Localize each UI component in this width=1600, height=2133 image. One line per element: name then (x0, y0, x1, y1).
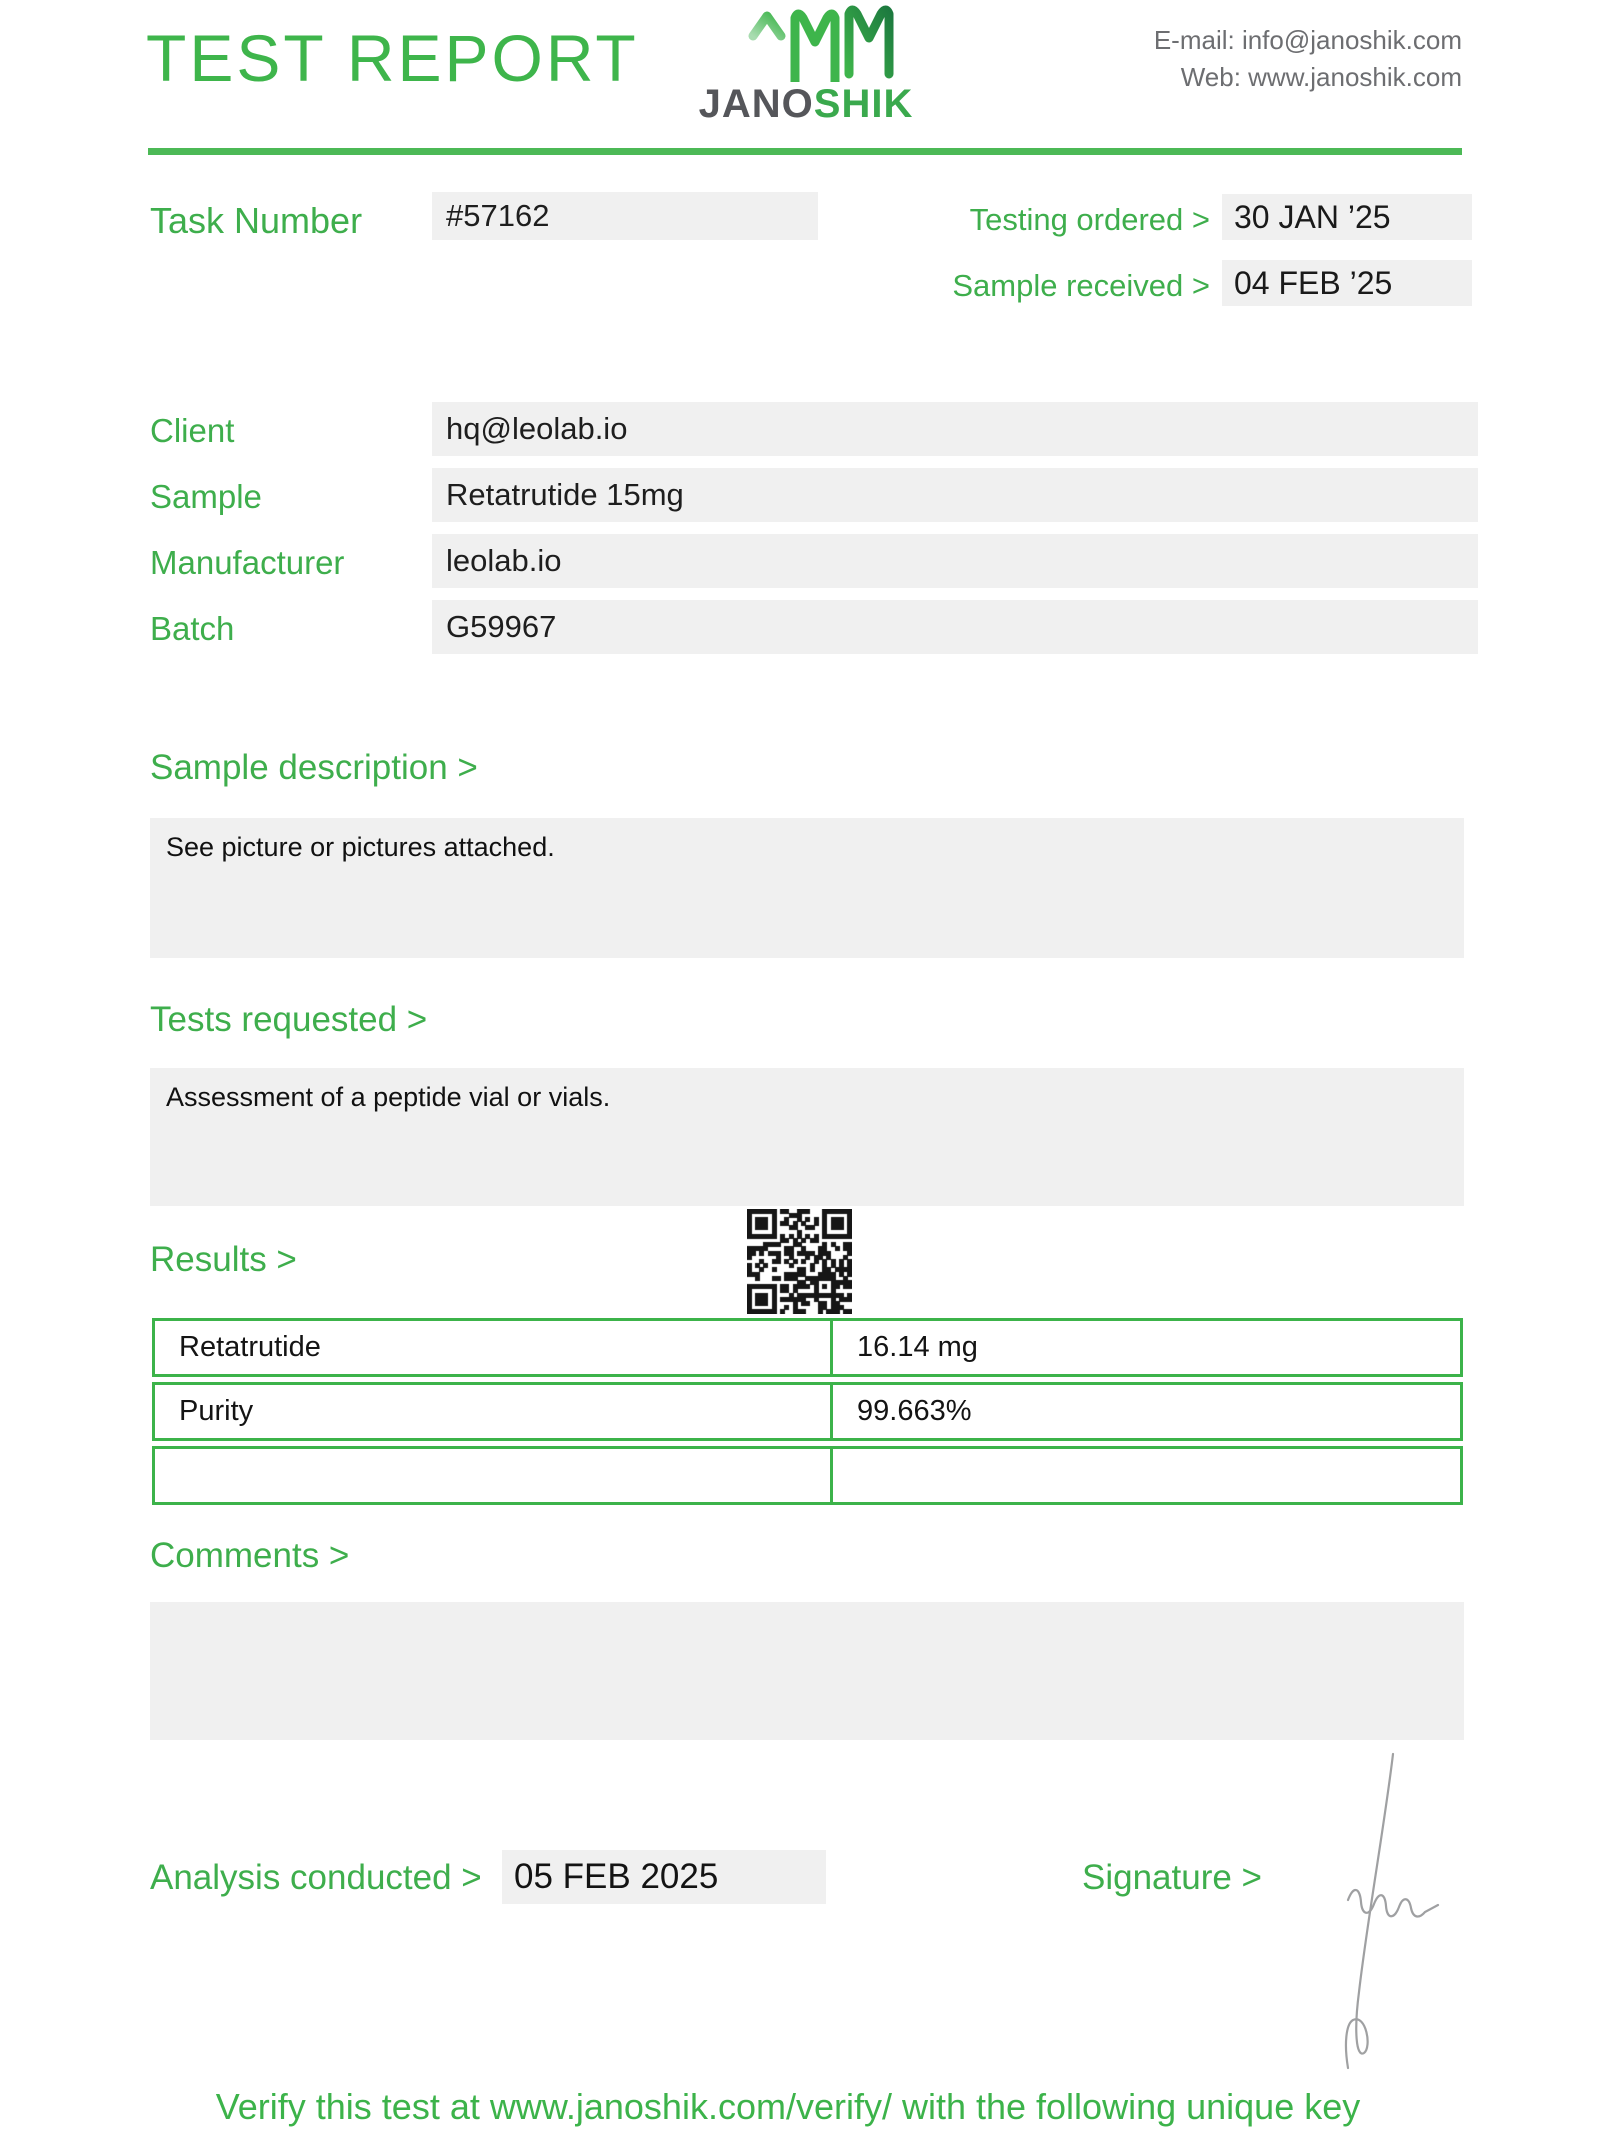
testing-ordered-value (1222, 194, 1472, 240)
result-value-cell (833, 1385, 1460, 1438)
comments-label: Comments > (150, 1536, 350, 1575)
comments-text (150, 1602, 1464, 1616)
contact-block (1154, 22, 1462, 96)
testing-ordered-label: Testing ordered > (969, 202, 1210, 237)
result-value: 99.663% (857, 1395, 972, 1427)
result-value: 16.14 mg (857, 1331, 978, 1363)
table-row (152, 1318, 1463, 1377)
result-name-cell (155, 1385, 833, 1438)
sample-description-label: Sample description > (150, 748, 478, 787)
testing-ordered-date: 30 JAN ’25 (1234, 198, 1391, 235)
task-number-text: #57162 (446, 198, 550, 233)
tests-requested-box (150, 1068, 1464, 1206)
result-name: Purity (179, 1395, 254, 1427)
client-value (432, 402, 1478, 456)
result-value-cell (833, 1321, 1460, 1374)
brand-wordmark (686, 82, 926, 127)
sample-text: Retatrutide 15mg (446, 477, 684, 512)
comments-box (150, 1602, 1464, 1740)
batch-label: Batch (150, 610, 235, 647)
table-row (152, 1446, 1463, 1505)
result-name-cell (155, 1449, 833, 1502)
manufacturer-value (432, 534, 1478, 588)
brand-jano: JANO (698, 82, 814, 126)
signature-label: Signature > (1082, 1858, 1262, 1897)
results-label: Results > (150, 1240, 297, 1279)
tests-requested-label: Tests requested > (150, 1000, 428, 1039)
task-number-label: Task Number (150, 200, 363, 241)
analysis-conducted-label: Analysis conducted > (150, 1858, 482, 1897)
manufacturer-label: Manufacturer (150, 544, 345, 581)
table-row (152, 1382, 1463, 1441)
sample-label: Sample (150, 478, 262, 515)
batch-value (432, 600, 1478, 654)
result-name-cell (155, 1321, 833, 1374)
result-name: Retatrutide (179, 1331, 321, 1363)
contact-email: E-mail: info@janoshik.com (1153, 25, 1462, 55)
sample-received-value (1222, 260, 1472, 306)
page-title: TEST REPORT (146, 21, 639, 95)
results-table (152, 1318, 1463, 1510)
sample-received-label: Sample received > (952, 268, 1210, 303)
contact-web: Web: www.janoshik.com (1180, 62, 1462, 92)
tests-requested-text: Assessment of a peptide vial or vials. (166, 1082, 611, 1112)
sample-value (432, 468, 1478, 522)
header-divider (148, 148, 1462, 155)
client-label: Client (150, 412, 235, 449)
task-number-value (432, 192, 818, 240)
analysis-date-value (502, 1850, 826, 1904)
sample-description-box (150, 818, 1464, 958)
verify-text: Verify this test at www.janoshik.com/verify/ with the following unique key (215, 2086, 1361, 2127)
sample-description-text: See picture or pictures attached. (166, 832, 555, 862)
manufacturer-text: leolab.io (446, 543, 562, 578)
brand-shik: SHIK (813, 82, 914, 126)
batch-text: G59967 (446, 609, 557, 644)
qr-code-image (747, 1209, 852, 1314)
analysis-date-text: 05 FEB 2025 (514, 1857, 719, 1896)
client-text: hq@leolab.io (446, 411, 628, 446)
result-value-cell (833, 1449, 1460, 1502)
signature-image (1296, 1752, 1448, 2079)
sample-received-date: 04 FEB ’25 (1234, 264, 1393, 301)
janoshik-logo-icon (745, 4, 910, 87)
